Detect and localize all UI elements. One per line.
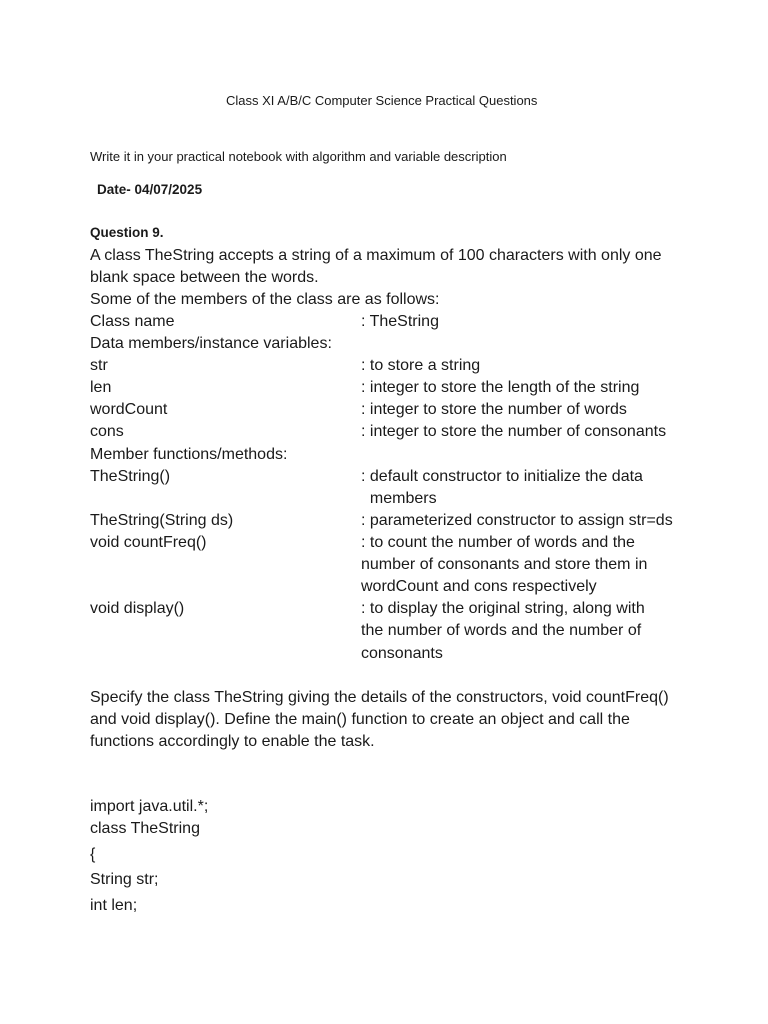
method-desc: : to count the number of words and the [361,534,635,551]
specify-line: Specify the class TheString giving the details of the constructors, void countFreq() [90,689,669,706]
method-desc: : default constructor to initialize the data [361,468,643,485]
date-label: Date- 04/07/2025 [97,182,203,197]
data-member-desc: : integer to store the length of the string [361,379,640,396]
class-name-row [90,313,690,335]
data-member-desc: : integer to store the number of consonants [361,423,667,440]
question-intro-line: A class TheString accepts a string of a maximum of 100 characters with only one [90,247,662,264]
methods-heading: Member functions/methods: [90,446,288,463]
page-title: Class XI A/B/C Computer Science Practical Questions [226,93,538,108]
method-desc: consonants [361,645,443,662]
specify-line: functions accordingly to enable the task. [90,733,375,750]
data-member-name: cons [90,423,124,440]
method-desc: number of consonants and store them in [361,556,648,573]
method-row [90,534,690,556]
method-desc-continuation [90,556,690,578]
method-desc: : to display the original string, along with [361,600,645,617]
specify-line: and void display(). Define the main() function to create an object and call the [90,711,630,728]
code-line: class TheString [90,820,200,837]
code-line: String str; [90,871,159,888]
data-members-heading: Data members/instance variables: [90,335,332,352]
method-desc-continuation [90,490,690,512]
method-desc-continuation [90,622,690,644]
method-desc: members [361,490,437,507]
code-line: import java.util.*; [90,798,209,815]
data-member-row [90,357,690,379]
data-member-desc: : integer to store the number of words [361,401,627,418]
method-row [90,468,690,490]
question-label: Question 9. [90,225,164,240]
method-name: void countFreq() [90,534,207,551]
method-desc-continuation [90,645,690,667]
data-member-name: str [90,357,108,374]
data-member-row [90,401,690,423]
data-member-row [90,423,690,445]
code-line: int len; [90,897,138,914]
method-desc: wordCount and cons respectively [361,578,597,595]
data-member-desc: : to store a string [361,357,481,374]
question-intro-line: Some of the members of the class are as follows: [90,291,440,308]
method-desc: the number of words and the number of [361,622,642,639]
method-desc-continuation [90,578,690,600]
code-line: { [90,846,96,863]
method-name: TheString() [90,468,171,485]
method-name: TheString(String ds) [90,512,234,529]
method-row [90,512,690,534]
question-intro-line: blank space between the words. [90,269,319,286]
method-row [90,600,690,622]
data-member-name: len [90,379,112,396]
method-name: void display() [90,600,185,617]
data-member-row [90,379,690,401]
class-name-value: : TheString [361,313,439,330]
data-member-name: wordCount [90,401,168,418]
class-name-label: Class name [90,313,175,330]
instruction-text: Write it in your practical notebook with algorithm and variable description [90,149,507,164]
method-desc: : parameterized constructor to assign str=ds [361,512,673,529]
